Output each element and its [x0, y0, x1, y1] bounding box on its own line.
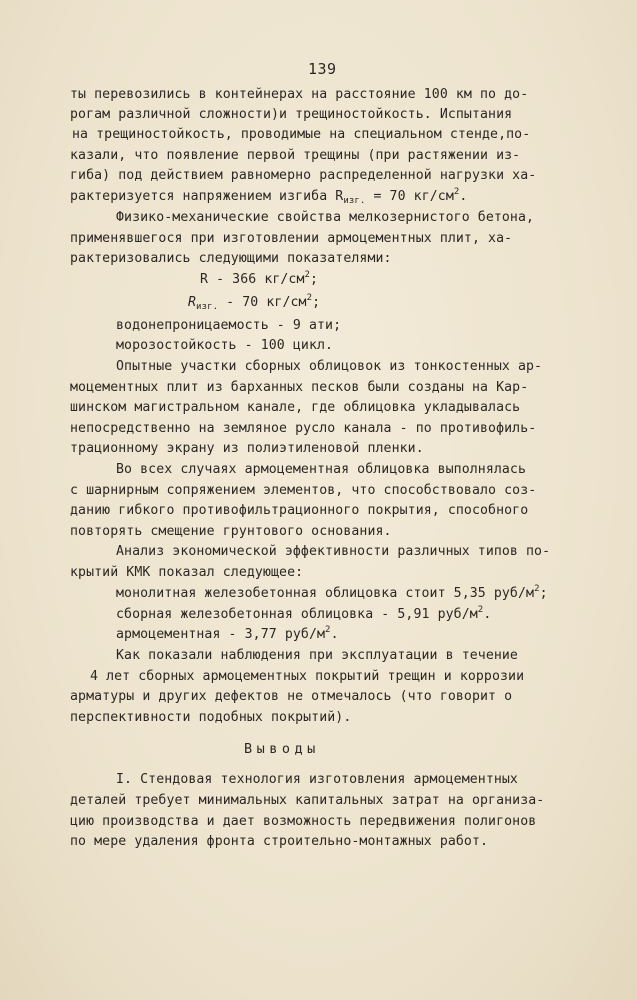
superscript: 2: [477, 605, 484, 615]
superscript: 2: [306, 293, 313, 303]
text-line: с шарнирным сопряжением элементов, что способствовало соз-: [70, 483, 537, 498]
cost-text: .: [330, 627, 339, 642]
cost-text: армоцементная - 3,77 руб/м: [116, 627, 326, 642]
text-line: моцементных плит из барханных песков были созданы на Кар-: [70, 380, 529, 395]
formula-text: .: [459, 189, 468, 204]
formula-text: = 70 кг/см: [365, 189, 454, 204]
subscript: изг.: [196, 302, 219, 312]
property-water: водонепроницаемость - 9 ати;: [116, 318, 342, 333]
text-line-formula: [70, 188, 467, 206]
conclusions-heading: Выводы: [244, 741, 320, 757]
cost-text: монолитная железобетонная облицовка стоит 5,35 руб/м: [116, 586, 535, 601]
page-number: 139: [308, 60, 337, 78]
text-line: рактеризовались следующими показателями:: [70, 251, 392, 266]
cost-item: [116, 606, 491, 624]
property-r: [200, 271, 318, 289]
text-line: трационному экрану из полиэтиленовой пленки.: [70, 441, 424, 456]
text-line: 4 лет сборных армоцементных покрытий трещин и коррозии: [90, 669, 525, 684]
text-line: Опытные участки сборных облицовок из тонкостенных ар-: [116, 359, 543, 374]
text-line: по мере удаления фронта строительно-монтажных работ.: [70, 834, 489, 849]
text-line: казали, что появление первой трещины (при растяжении из-: [70, 148, 521, 163]
text-line: Анализ экономической эффективности различных типов по-: [116, 544, 551, 559]
text-line: применявшегося при изготовлении армоцементных плит, ха-: [70, 231, 513, 246]
text-line: ты перевозились в контейнерах на расстояние 100 км по до-: [70, 87, 529, 102]
text-line: рогам различной сложности)и трещиностойкость. Испытания: [70, 107, 513, 122]
property-text: - 70 кг/см: [218, 295, 307, 310]
property-text: ;: [312, 295, 321, 310]
cost-text: сборная железобетонная облицовка - 5,91 руб/м: [116, 607, 478, 622]
text-line: шинском магистральном канале, где облицовка укладывалась: [70, 400, 521, 415]
cost-text: .: [483, 607, 492, 622]
property-text: ;: [310, 272, 319, 287]
text-line: цию производства и дает возможность передвижения полигонов: [70, 814, 537, 829]
property-frost: морозостойкость - 100 цикл.: [116, 338, 334, 353]
property-rizg: [188, 294, 320, 312]
cost-text: ;: [539, 586, 548, 601]
superscript: 2: [534, 584, 540, 594]
cost-item: [116, 585, 548, 603]
text-line: Как показали наблюдения при эксплуатации в течение: [116, 648, 518, 663]
property-text: R - 366 кг/см: [200, 272, 305, 287]
property-symbol: R: [188, 295, 197, 310]
text-line: перспективности подобных покрытий).: [70, 710, 352, 725]
superscript: 2: [325, 625, 331, 635]
formula-text: рактеризуется напряжением изгиба R: [70, 189, 344, 204]
text-line: крытий КМК показал следующее:: [70, 565, 304, 580]
text-line: Физико-механические свойства мелкозернистого бетона,: [116, 210, 535, 225]
superscript: 2: [304, 270, 311, 280]
text-line: I. Стендовая технология изготовления армоцементных: [116, 772, 518, 787]
text-line: на трещиностойкость, проводимые на специальном стенде,по-: [72, 127, 531, 142]
text-line: данию гибкого противофильтрационного покрытия, способного: [70, 503, 529, 518]
text-line: непосредственно на земляное русло канала - по противофиль-: [70, 421, 537, 436]
text-line: повторять смещение грунтового основания.: [70, 524, 392, 539]
text-line: деталей требует минимальных капитальных затрат на организа-: [70, 793, 545, 808]
text-line: гиба) под действием равномерно распределенной нагрузки ха-: [70, 168, 537, 183]
subscript: изг.: [343, 196, 366, 206]
text-line: арматуры и других дефектов не отмечалось (что говорит о: [70, 689, 513, 704]
cost-item: [116, 626, 339, 644]
superscript: 2: [453, 187, 460, 197]
text-line: Во всех случаях армоцементная облицовка выполнялась: [116, 462, 527, 477]
